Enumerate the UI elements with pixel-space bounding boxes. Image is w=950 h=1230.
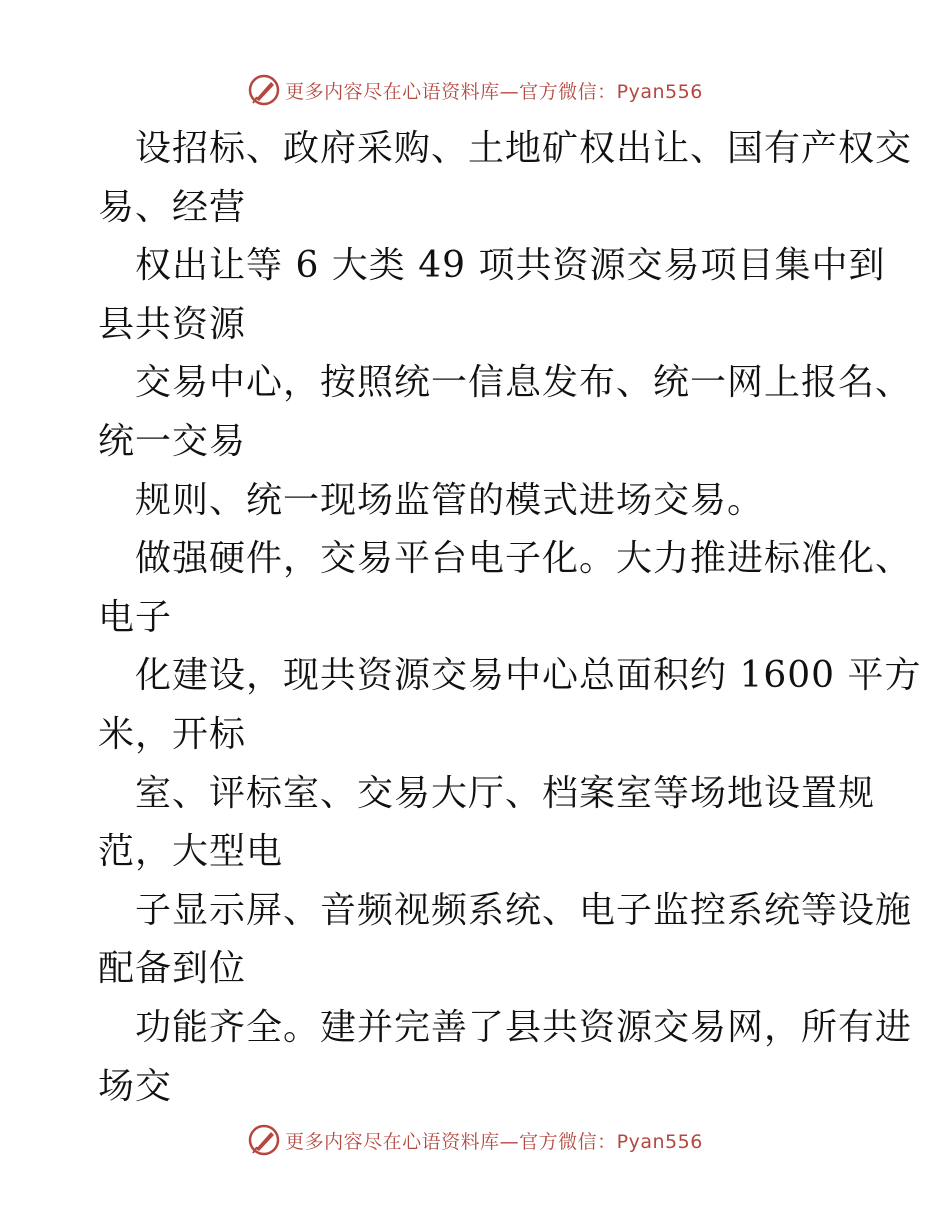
body-line: 做强硬件，交易平台电子化。大力推进标准化、 (135, 538, 913, 580)
body-line: 交易中心，按照统一信息发布、统一网上报名、 (135, 362, 913, 404)
body-line: 配备到位 (98, 948, 247, 990)
footer-banner-text: 更多内容尽在心语资料库—官方微信：Pyan556 (285, 1130, 703, 1153)
body-line: 权出让等 6 大类 49 项共资源交易项目集中到 (135, 245, 886, 287)
body-line: 范，大型电 (98, 831, 284, 873)
quill-pen-logo-icon (247, 1123, 281, 1157)
header-banner-text: 更多内容尽在心语资料库—官方微信：Pyan556 (285, 80, 703, 103)
body-line: 统一交易 (98, 420, 247, 462)
body-line: 场交 (98, 1065, 173, 1107)
body-line: 县共资源 (98, 303, 247, 345)
body-line: 子显示屏、音频视频系统、电子监控系统等设施 (135, 889, 913, 931)
body-line: 功能齐全。建并完善了县共资源交易网，所有进 (135, 1006, 913, 1048)
document-body (98, 120, 922, 1116)
quill-pen-logo-icon (247, 73, 281, 107)
footer-banner (0, 1120, 950, 1160)
body-line: 电子 (98, 596, 173, 638)
body-line: 设招标、政府采购、土地矿权出让、国有产权交 (135, 128, 913, 169)
body-line: 室、评标室、交易大厅、档案室等场地设置规 (135, 772, 876, 814)
body-line: 化建设，现共资源交易中心总面积约 1600 平方 (135, 655, 922, 697)
body-line: 易、经营 (98, 186, 247, 228)
body-line: 米，开标 (98, 713, 247, 755)
header-banner (0, 70, 950, 110)
body-line: 规则、统一现场监管的模式进场交易。 (135, 479, 765, 521)
